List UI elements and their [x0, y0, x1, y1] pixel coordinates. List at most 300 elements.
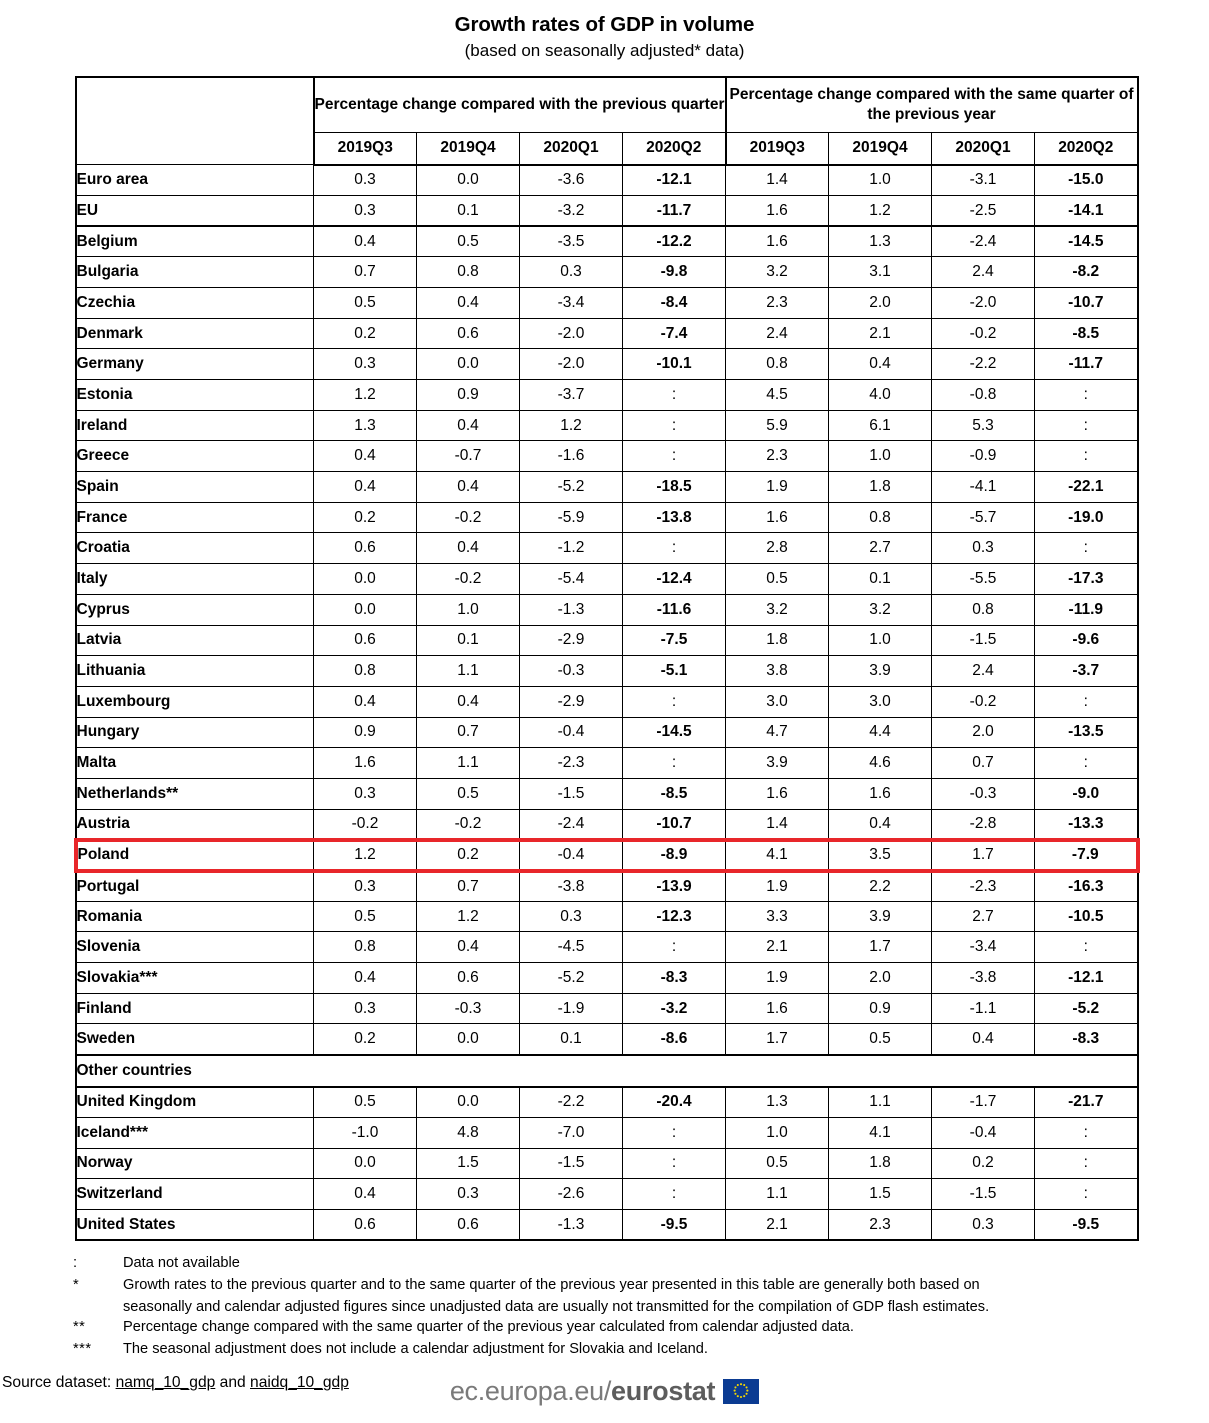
- logo-domain-text: ec.europa.eu/: [449, 1376, 612, 1406]
- table-cell-value: -17.3: [1035, 564, 1138, 595]
- table-cell-value: -2.3: [520, 748, 623, 779]
- table-row: [76, 349, 1138, 380]
- table-cell-value: 0.4: [417, 686, 520, 717]
- table-row: [76, 226, 1138, 257]
- table-cell-value: 1.8: [726, 625, 829, 656]
- table-row: [76, 871, 1138, 902]
- footnote-marker: :: [73, 1255, 78, 1272]
- table-header: [76, 77, 1138, 165]
- table-cell-value: -2.9: [520, 686, 623, 717]
- table-cell-value: -7.9: [1035, 840, 1138, 871]
- table-cell-value: 0.1: [417, 625, 520, 656]
- table-cell-value: 5.3: [932, 410, 1035, 441]
- table-cell-value: -5.2: [1035, 993, 1138, 1024]
- table-cell-value: -0.3: [932, 778, 1035, 809]
- table-cell-value: -5.2: [520, 472, 623, 503]
- page-subtitle: (based on seasonally adjusted* data): [464, 40, 745, 60]
- table-cell-value: :: [623, 380, 726, 411]
- table-cell-value: -0.4: [520, 717, 623, 748]
- table-cell-value: :: [623, 686, 726, 717]
- table-cell-value: -2.2: [932, 349, 1035, 380]
- table-cell-value: -13.5: [1035, 717, 1138, 748]
- table-cell-value: 0.0: [417, 1087, 520, 1118]
- table-cell-value: -21.7: [1035, 1087, 1138, 1118]
- table-cell-value: -1.3: [520, 594, 623, 625]
- table-cell-value: 0.8: [829, 502, 932, 533]
- table-cell-value: 2.7: [829, 533, 932, 564]
- table-cell-value: -5.4: [520, 564, 623, 595]
- table-cell-value: -9.5: [1035, 1209, 1138, 1240]
- footnote-line: [73, 1253, 1142, 1274]
- table-cell-value: 0.9: [314, 717, 417, 748]
- page-title: Growth rates of GDP in volume: [454, 13, 755, 36]
- table-cell-value: 3.2: [726, 257, 829, 288]
- table-cell-value: -11.7: [623, 195, 726, 226]
- table-cell-value: 1.6: [726, 226, 829, 257]
- table-cell-value: 0.3: [314, 871, 417, 902]
- table-cell-value: -0.4: [932, 1117, 1035, 1148]
- gdp-growth-table: [74, 76, 1140, 1241]
- table-cell-value: 1.6: [726, 778, 829, 809]
- table-cell-value: :: [623, 1148, 726, 1179]
- row-country-label: Slovenia: [76, 932, 314, 963]
- table-cell-value: 0.0: [314, 1148, 417, 1179]
- table-cell-value: -2.0: [932, 287, 1035, 318]
- table-cell-value: :: [623, 932, 726, 963]
- table-cell-value: -12.2: [623, 226, 726, 257]
- table-cell-value: 3.0: [726, 686, 829, 717]
- table-body: [76, 165, 1138, 1240]
- table-cell-value: 0.7: [417, 717, 520, 748]
- table-cell-value: -3.7: [520, 380, 623, 411]
- table-cell-value: -3.7: [1035, 656, 1138, 687]
- table-cell-value: 0.4: [314, 441, 417, 472]
- table-row: [76, 1117, 1138, 1148]
- table-cell-value: 3.2: [829, 594, 932, 625]
- table-cell-value: :: [623, 533, 726, 564]
- table-cell-value: 0.4: [417, 410, 520, 441]
- table-cell-value: 0.3: [314, 165, 417, 196]
- table-cell-value: 4.5: [726, 380, 829, 411]
- table-cell-value: :: [1035, 1148, 1138, 1179]
- row-country-label: Belgium: [76, 226, 314, 257]
- table-cell-value: 0.4: [314, 226, 417, 257]
- table-cell-value: -3.8: [520, 871, 623, 902]
- table-cell-value: 1.6: [726, 195, 829, 226]
- table-cell-value: -8.3: [1035, 1024, 1138, 1055]
- table-row: [76, 809, 1138, 840]
- table-cell-value: -9.0: [1035, 778, 1138, 809]
- row-country-label: Portugal: [76, 871, 314, 902]
- table-cell-value: 1.1: [726, 1179, 829, 1210]
- table-cell-value: -11.9: [1035, 594, 1138, 625]
- table-cell-value: -14.5: [1035, 226, 1138, 257]
- table-cell-value: -1.6: [520, 441, 623, 472]
- row-country-label: Switzerland: [76, 1179, 314, 1210]
- table-cell-value: 0.2: [314, 502, 417, 533]
- table-cell-value: 0.5: [417, 226, 520, 257]
- table-cell-value: -13.3: [1035, 809, 1138, 840]
- table-cell-value: 0.3: [314, 778, 417, 809]
- table-cell-value: -20.4: [623, 1087, 726, 1118]
- table-cell-value: -12.3: [623, 901, 726, 932]
- table-cell-value: -3.2: [520, 195, 623, 226]
- source-label: Source dataset:: [2, 1373, 112, 1391]
- table-cell-value: 1.1: [417, 656, 520, 687]
- table-cell-value: 2.1: [726, 932, 829, 963]
- header-corner-cell: [76, 77, 314, 165]
- footnote-line: [73, 1275, 1142, 1296]
- table-cell-value: -4.5: [520, 932, 623, 963]
- table-cell-value: 1.0: [417, 594, 520, 625]
- table-cell-value: 4.6: [829, 748, 932, 779]
- footer: [0, 1373, 1209, 1407]
- header-quarter-4: 2019Q3: [726, 132, 829, 165]
- table-cell-value: -14.1: [1035, 195, 1138, 226]
- table-cell-value: 1.0: [829, 165, 932, 196]
- table-cell-value: 0.4: [314, 1179, 417, 1210]
- table-cell-value: -2.0: [520, 349, 623, 380]
- table-cell-value: 1.4: [726, 809, 829, 840]
- table-cell-value: -16.3: [1035, 871, 1138, 902]
- table-cell-value: 6.1: [829, 410, 932, 441]
- table-row: [76, 318, 1138, 349]
- row-country-label: Greece: [76, 441, 314, 472]
- table-cell-value: -3.2: [623, 993, 726, 1024]
- source-dataset-link-2[interactable]: naidq_10_gdp: [250, 1373, 349, 1391]
- table-row: [76, 564, 1138, 595]
- table-cell-value: -1.2: [520, 533, 623, 564]
- table-cell-value: 1.6: [829, 778, 932, 809]
- table-cell-value: -8.9: [623, 840, 726, 871]
- table-cell-value: 0.9: [829, 993, 932, 1024]
- table-row: [76, 287, 1138, 318]
- table-cell-value: -3.5: [520, 226, 623, 257]
- source-conjunction: and: [219, 1373, 246, 1391]
- table-cell-value: 0.3: [314, 349, 417, 380]
- table-cell-value: -8.6: [623, 1024, 726, 1055]
- table-cell-value: 0.8: [726, 349, 829, 380]
- table-cell-value: 1.4: [726, 165, 829, 196]
- table-cell-value: 2.0: [829, 287, 932, 318]
- row-country-label: Romania: [76, 901, 314, 932]
- table-cell-value: -1.3: [520, 1209, 623, 1240]
- table-cell-value: 0.5: [726, 1148, 829, 1179]
- table-cell-value: 0.5: [726, 564, 829, 595]
- table-cell-value: -9.5: [623, 1209, 726, 1240]
- table-cell-value: :: [1035, 533, 1138, 564]
- table-cell-value: 1.5: [417, 1148, 520, 1179]
- table-cell-value: 0.2: [932, 1148, 1035, 1179]
- table-cell-value: -3.4: [520, 287, 623, 318]
- table-cell-value: -0.7: [417, 441, 520, 472]
- table-cell-value: 2.4: [726, 318, 829, 349]
- table-cell-value: -1.5: [520, 778, 623, 809]
- eurostat-logo: [450, 1376, 759, 1407]
- table-cell-value: 0.6: [314, 1209, 417, 1240]
- table-cell-value: 2.3: [829, 1209, 932, 1240]
- table-cell-value: -12.1: [1035, 963, 1138, 994]
- table-cell-value: 1.5: [829, 1179, 932, 1210]
- table-cell-value: 2.7: [932, 901, 1035, 932]
- table-cell-value: 4.1: [726, 840, 829, 871]
- footnote-marker: **: [73, 1319, 86, 1336]
- table-cell-value: 0.1: [829, 564, 932, 595]
- table-cell-value: -11.6: [623, 594, 726, 625]
- footnote-marker: ***: [73, 1340, 92, 1357]
- header-group-same-quarter-previous-year: Percentage change compared with the same quarter of the previous year: [726, 77, 1138, 133]
- table-cell-value: 0.7: [314, 257, 417, 288]
- table-cell-value: -8.5: [623, 778, 726, 809]
- table-row: [76, 686, 1138, 717]
- table-cell-value: -0.3: [520, 656, 623, 687]
- row-country-label: Czechia: [76, 287, 314, 318]
- table-cell-value: 0.1: [520, 1024, 623, 1055]
- table-cell-value: 1.3: [726, 1087, 829, 1118]
- table-cell-value: 3.1: [829, 257, 932, 288]
- table-cell-value: -0.4: [520, 840, 623, 871]
- row-country-label: Euro area: [76, 165, 314, 196]
- row-country-label: Slovakia***: [76, 963, 314, 994]
- table-row: [76, 165, 1138, 196]
- table-cell-value: 2.3: [726, 287, 829, 318]
- row-country-label: Poland: [76, 840, 314, 871]
- row-country-label: France: [76, 502, 314, 533]
- table-cell-value: 4.1: [829, 1117, 932, 1148]
- table-cell-value: 0.6: [314, 533, 417, 564]
- table-cell-value: 3.5: [829, 840, 932, 871]
- table-cell-value: 1.7: [829, 932, 932, 963]
- table-cell-value: 0.4: [314, 472, 417, 503]
- header-quarter-1: 2019Q4: [417, 132, 520, 165]
- table-cell-value: -0.2: [314, 809, 417, 840]
- row-country-label: Latvia: [76, 625, 314, 656]
- table-row: [76, 502, 1138, 533]
- table-cell-value: -10.7: [1035, 287, 1138, 318]
- header-quarter-6: 2020Q1: [932, 132, 1035, 165]
- table-cell-value: 1.6: [314, 748, 417, 779]
- table-cell-value: :: [623, 441, 726, 472]
- table-cell-value: 1.2: [314, 840, 417, 871]
- table-cell-value: 1.7: [726, 1024, 829, 1055]
- table-cell-value: -0.2: [932, 686, 1035, 717]
- table-cell-value: -1.5: [520, 1148, 623, 1179]
- table-cell-value: -9.8: [623, 257, 726, 288]
- table-cell-value: -19.0: [1035, 502, 1138, 533]
- row-country-label: United States: [76, 1209, 314, 1240]
- table-cell-value: -0.2: [932, 318, 1035, 349]
- footnote-text-continuation: seasonally and calendar adjusted figures since unadjusted data are usually not transmitted for the compilation of GDP flash estimates.: [123, 1298, 990, 1315]
- row-country-label: Estonia: [76, 380, 314, 411]
- table-cell-value: 0.3: [932, 533, 1035, 564]
- table-cell-value: -8.5: [1035, 318, 1138, 349]
- table-cell-value: -2.8: [932, 809, 1035, 840]
- table-cell-value: 3.0: [829, 686, 932, 717]
- table-cell-value: -10.5: [1035, 901, 1138, 932]
- table-cell-value: -4.1: [932, 472, 1035, 503]
- table-cell-value: 0.5: [314, 1087, 417, 1118]
- table-cell-value: :: [1035, 1179, 1138, 1210]
- row-country-label: Germany: [76, 349, 314, 380]
- table-cell-value: 1.2: [520, 410, 623, 441]
- table-cell-value: 1.7: [932, 840, 1035, 871]
- footnote-line: [73, 1317, 1142, 1338]
- row-country-label: Denmark: [76, 318, 314, 349]
- table-cell-value: 3.9: [829, 656, 932, 687]
- table-cell-value: 1.1: [417, 748, 520, 779]
- table-cell-value: 0.3: [417, 1179, 520, 1210]
- header-group-row: [76, 77, 1138, 133]
- table-cell-value: 0.7: [932, 748, 1035, 779]
- table-cell-value: 1.0: [829, 625, 932, 656]
- table-cell-value: 0.8: [314, 656, 417, 687]
- table-cell-value: 0.8: [417, 257, 520, 288]
- footnote-marker: *: [73, 1276, 80, 1293]
- table-cell-value: 1.3: [829, 226, 932, 257]
- row-country-label: EU: [76, 195, 314, 226]
- table-cell-value: -9.6: [1035, 625, 1138, 656]
- table-cell-value: -0.2: [417, 564, 520, 595]
- table-cell-value: -7.0: [520, 1117, 623, 1148]
- table-row: [76, 410, 1138, 441]
- header-quarter-5: 2019Q4: [829, 132, 932, 165]
- table-row: [76, 472, 1138, 503]
- table-cell-value: 0.3: [932, 1209, 1035, 1240]
- row-country-label: United Kingdom: [76, 1087, 314, 1118]
- table-cell-value: -5.7: [932, 502, 1035, 533]
- table-row: [76, 1148, 1138, 1179]
- eu-flag-icon: [723, 1379, 759, 1404]
- table-cell-value: :: [1035, 441, 1138, 472]
- table-cell-value: 1.2: [829, 195, 932, 226]
- table-row: [76, 1179, 1138, 1210]
- table-cell-value: :: [623, 1179, 726, 1210]
- table-cell-value: -3.6: [520, 165, 623, 196]
- table-cell-value: -1.5: [932, 625, 1035, 656]
- table-cell-value: 0.0: [417, 1024, 520, 1055]
- table-cell-value: -7.5: [623, 625, 726, 656]
- row-country-label: Sweden: [76, 1024, 314, 1055]
- table-cell-value: -18.5: [623, 472, 726, 503]
- table-cell-value: 2.0: [829, 963, 932, 994]
- table-row: [76, 195, 1138, 226]
- table-cell-value: 0.5: [314, 901, 417, 932]
- table-cell-value: 0.0: [314, 594, 417, 625]
- table-cell-value: 1.2: [314, 380, 417, 411]
- table-cell-value: 5.9: [726, 410, 829, 441]
- footnotes: [67, 1253, 1142, 1360]
- table-cell-value: -11.7: [1035, 349, 1138, 380]
- other-countries-separator-row: [76, 1055, 1138, 1087]
- table-cell-value: 0.3: [314, 195, 417, 226]
- table-cell-value: -2.2: [520, 1087, 623, 1118]
- table-row: [76, 963, 1138, 994]
- table-cell-value: -10.7: [623, 809, 726, 840]
- table-cell-value: 0.2: [417, 840, 520, 871]
- table-cell-value: 0.6: [417, 318, 520, 349]
- table-cell-value: 2.1: [726, 1209, 829, 1240]
- table-cell-value: 0.2: [314, 318, 417, 349]
- table-cell-value: -1.9: [520, 993, 623, 1024]
- table-cell-value: -2.9: [520, 625, 623, 656]
- table-cell-value: 0.4: [417, 533, 520, 564]
- row-country-label: Netherlands**: [76, 778, 314, 809]
- table-cell-value: :: [1035, 380, 1138, 411]
- header-group-previous-quarter: Percentage change compared with the previous quarter: [314, 77, 726, 133]
- table-cell-value: -0.8: [932, 380, 1035, 411]
- row-country-label: Norway: [76, 1148, 314, 1179]
- footnote-line: [73, 1339, 1142, 1360]
- table-cell-value: 0.3: [520, 901, 623, 932]
- table-cell-value: 1.6: [726, 502, 829, 533]
- table-cell-value: 0.4: [932, 1024, 1035, 1055]
- table-cell-value: 0.0: [417, 349, 520, 380]
- row-country-label: Luxembourg: [76, 686, 314, 717]
- table-cell-value: :: [1035, 686, 1138, 717]
- footnote-text: Percentage change compared with the same quarter of the previous year calculated from calendar adjusted data.: [123, 1319, 854, 1336]
- header-quarter-0: 2019Q3: [314, 132, 417, 165]
- footnote-text: The seasonal adjustment does not include a calendar adjustment for Slovakia and Iceland.: [123, 1340, 708, 1357]
- table-cell-value: :: [1035, 410, 1138, 441]
- table-cell-value: 1.9: [726, 963, 829, 994]
- table-cell-value: 0.4: [829, 349, 932, 380]
- table-cell-value: 3.8: [726, 656, 829, 687]
- table-row: [76, 901, 1138, 932]
- source-dataset-link-1[interactable]: namq_10_gdp: [115, 1373, 216, 1391]
- table-cell-value: -0.2: [417, 502, 520, 533]
- table-cell-value: -15.0: [1035, 165, 1138, 196]
- table-cell-value: 0.0: [417, 165, 520, 196]
- table-cell-value: -2.4: [932, 226, 1035, 257]
- row-country-label: Lithuania: [76, 656, 314, 687]
- table-cell-value: 4.8: [417, 1117, 520, 1148]
- header-quarter-3: 2020Q2: [623, 132, 726, 165]
- table-row: [76, 625, 1138, 656]
- table-cell-value: -3.8: [932, 963, 1035, 994]
- table-cell-value: -14.5: [623, 717, 726, 748]
- table-row: [76, 1087, 1138, 1118]
- header-quarter-7: 2020Q2: [1035, 132, 1138, 165]
- table-cell-value: -2.5: [932, 195, 1035, 226]
- table-cell-value: -1.1: [932, 993, 1035, 1024]
- table-cell-value: -5.1: [623, 656, 726, 687]
- header-quarter-2: 2020Q1: [520, 132, 623, 165]
- table-cell-value: -8.3: [623, 963, 726, 994]
- table-cell-value: 0.7: [417, 871, 520, 902]
- table-cell-value: 3.2: [726, 594, 829, 625]
- table-cell-value: :: [623, 748, 726, 779]
- table-cell-value: 1.0: [726, 1117, 829, 1148]
- table-cell-value: 0.6: [314, 625, 417, 656]
- table-row: [76, 594, 1138, 625]
- table-row: [76, 840, 1138, 871]
- row-country-label: Ireland: [76, 410, 314, 441]
- table-cell-value: -0.2: [417, 809, 520, 840]
- table-cell-value: -0.3: [417, 993, 520, 1024]
- table-cell-value: -12.1: [623, 165, 726, 196]
- table-row: [76, 748, 1138, 779]
- table-cell-value: -22.1: [1035, 472, 1138, 503]
- table-row: [76, 257, 1138, 288]
- row-country-label: Bulgaria: [76, 257, 314, 288]
- row-country-label: Malta: [76, 748, 314, 779]
- table-cell-value: 2.3: [726, 441, 829, 472]
- table-row: [76, 441, 1138, 472]
- table-cell-value: 3.9: [829, 901, 932, 932]
- row-country-label: Spain: [76, 472, 314, 503]
- table-cell-value: 1.9: [726, 472, 829, 503]
- table-row: [76, 932, 1138, 963]
